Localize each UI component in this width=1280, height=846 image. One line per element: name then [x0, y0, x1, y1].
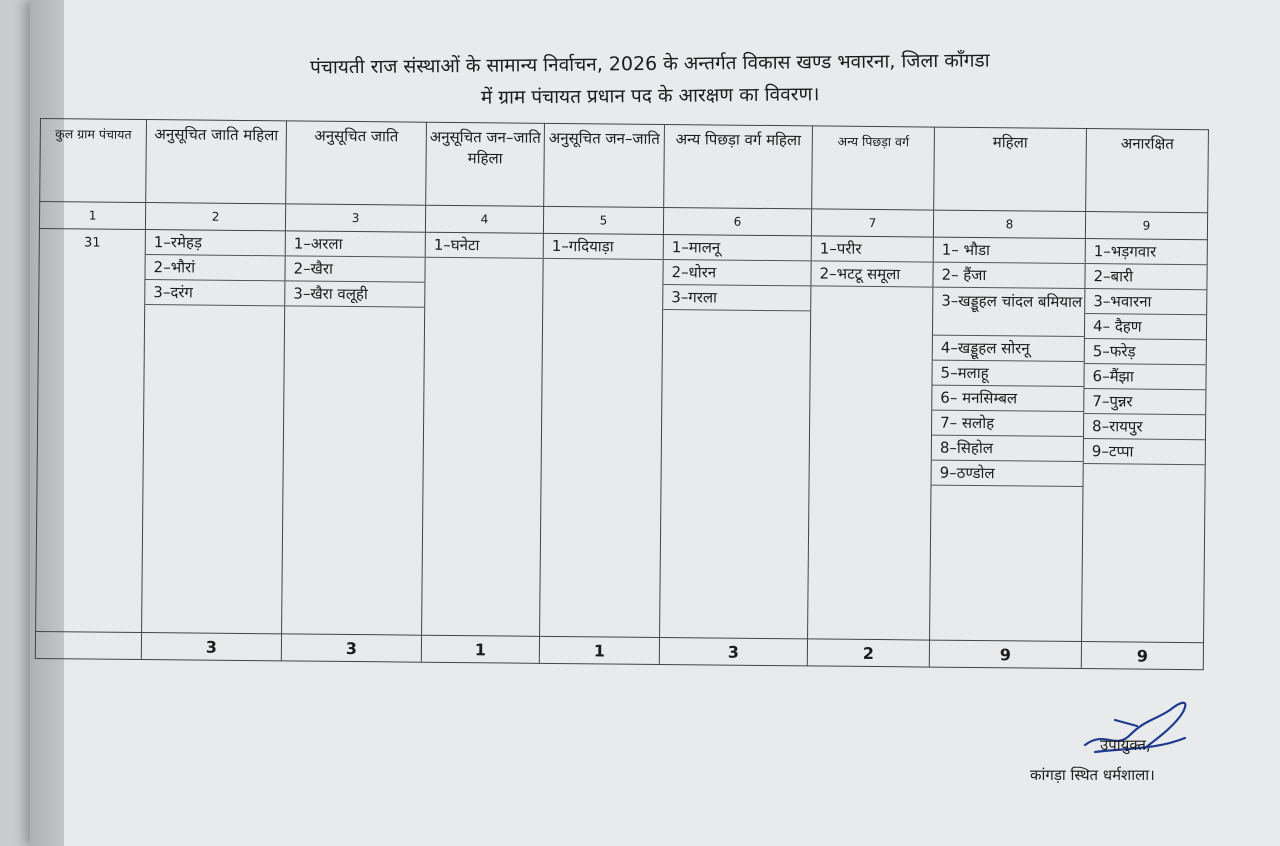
list-item: 7–पुन्नर	[1084, 389, 1205, 415]
total-women: 9	[929, 640, 1081, 668]
reservation-table	[35, 118, 1209, 670]
list-item: 3–गरला	[663, 285, 810, 311]
obc-women-list	[660, 234, 812, 638]
total-sc-women: 3	[141, 632, 281, 660]
signatory-place: कांगड़ा स्थित धर्मशाला।	[1030, 766, 1155, 784]
total-obc: 2	[807, 639, 929, 667]
col-number: 4	[425, 205, 543, 233]
list-item: 1– भौडा	[934, 238, 1085, 264]
col-number: 5	[543, 206, 663, 234]
col-number: 1	[39, 202, 145, 230]
total-gram-panchayat-cell	[36, 228, 146, 632]
list-item: 1–अरला	[286, 231, 425, 257]
list-item: 9–टप्पा	[1084, 439, 1205, 465]
unreserved-list	[1082, 239, 1208, 643]
list-item: 2– हैंजा	[933, 263, 1084, 289]
list-item: 2–भटटू समूला	[811, 261, 932, 287]
col-number: 9	[1085, 212, 1207, 240]
header-women: महिला	[934, 127, 1087, 211]
header-unreserved: अनारक्षित	[1086, 129, 1209, 213]
list-item: 2–बारी	[1085, 264, 1206, 290]
data-row	[36, 228, 1208, 642]
header-sc: अनुसूचित जाति	[286, 121, 427, 205]
obc-list	[808, 236, 934, 640]
col-number: 3	[285, 204, 425, 232]
document-title	[180, 43, 1121, 117]
list-item: 3–खड्डूहल चांदल बमियाल	[933, 288, 1084, 337]
list-item: 2–भौरां	[145, 255, 284, 281]
totals-blank	[35, 631, 141, 659]
list-item: 6– मनसिम्बल	[932, 386, 1083, 412]
col-number: 7	[811, 209, 933, 237]
total-unreserved: 9	[1081, 642, 1203, 670]
header-obc-women: अन्य पिछड़ा वर्ग महिला	[664, 124, 813, 208]
list-item: 1–परीर	[812, 236, 933, 262]
list-item: 5–मलाहू	[932, 361, 1083, 387]
col-number: 2	[145, 203, 285, 231]
list-item: 1–मालनू	[664, 235, 811, 261]
sc-women-list	[142, 230, 286, 634]
list-item: 4– दैहण	[1085, 314, 1206, 340]
list-item: 3–दरंग	[145, 280, 284, 306]
total-st-women: 1	[421, 635, 539, 663]
list-item: 4–खड्डूहल सोरनू	[933, 336, 1084, 362]
header-st-women: अनुसूचित जन–जाति महिला	[426, 122, 545, 206]
women-list	[930, 237, 1086, 641]
list-item: 9–ठण्डोल	[932, 461, 1083, 487]
list-item: 1–घनेटा	[426, 233, 543, 259]
list-item: 5–फरेड़	[1085, 339, 1206, 365]
total-st: 1	[539, 636, 659, 664]
list-item: 6–मैंझा	[1084, 364, 1205, 390]
list-item: 3–खैरा वलूही	[285, 281, 424, 307]
col-number: 8	[933, 210, 1085, 238]
st-women-list	[422, 232, 544, 636]
header-st: अनुसूचित जन–जाति	[544, 123, 665, 207]
total-obc-women: 3	[659, 637, 807, 665]
list-item: 1–रमेहड़	[146, 230, 285, 256]
header-row	[40, 119, 1209, 213]
header-obc: अन्य पिछड़ा वर्ग	[812, 126, 935, 210]
total-gram-panchayat: 31	[83, 235, 101, 251]
list-item: 8–सिहोल	[932, 436, 1083, 462]
header-total-gp: कुल ग्राम पंचायत	[40, 119, 147, 203]
signatory-designation: उपायुक्त,	[1100, 736, 1151, 754]
col-number: 6	[663, 207, 811, 235]
list-item: 7– सलोह	[932, 411, 1083, 437]
list-item: 3–भवारना	[1085, 289, 1206, 315]
st-list	[540, 233, 664, 637]
signature-block	[1030, 730, 1210, 790]
total-sc: 3	[281, 634, 421, 662]
header-sc-women: अनुसूचित जाति महिला	[146, 120, 287, 204]
list-item: 1–भड़गवार	[1086, 239, 1207, 265]
title-line-2: में ग्राम पंचायत प्रधान पद के आरक्षण का विवरण।	[480, 83, 820, 109]
list-item: 1–गदियाड़ा	[544, 234, 663, 260]
list-item: 2–खैरा	[285, 256, 424, 282]
sc-list	[282, 231, 426, 635]
title-line-1: पंचायती राज संस्थाओं के सामान्य निर्वाचन, 2026 के अन्तर्गत विकास खण्ड भवारना, जिला कॉंगडा	[309, 49, 990, 79]
list-item: 2–धोरन	[663, 260, 810, 286]
list-item: 8–रायपुर	[1084, 414, 1205, 440]
